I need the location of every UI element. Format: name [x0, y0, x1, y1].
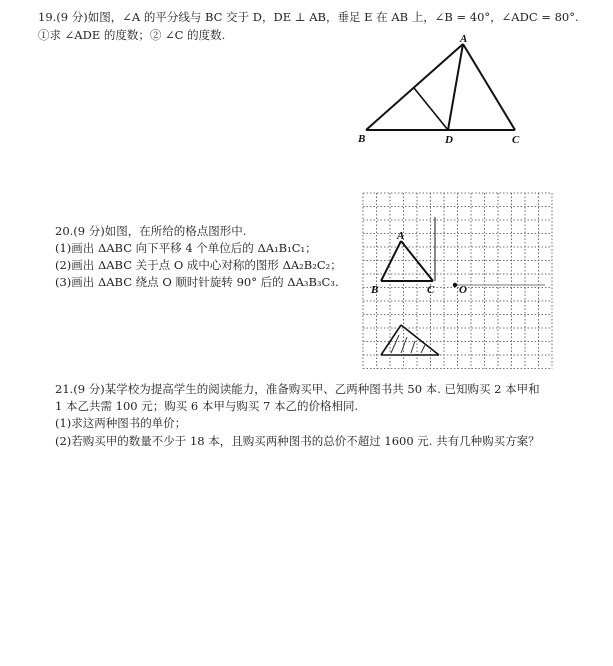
- q19-triangle-figure: [350, 32, 540, 147]
- label-d: D: [445, 134, 453, 146]
- q20-line-3: (2)画出 ΔABC 关于点 O 成中心对称的图形 ΔA₂B₂C₂；: [55, 258, 342, 272]
- q21-line-2: 1 本乙共需 100 元；购买 6 本甲与购买 7 本乙的价格相同.: [55, 399, 359, 413]
- grid-label-b: B: [371, 284, 379, 296]
- q20-line-4: (3)画出 ΔABC 绕点 O 顺时针旋转 90° 后的 ΔA₃B₃C₃.: [55, 275, 339, 289]
- q21-line-1: 21.(9 分)某学校为提高学生的阅读能力，准备购买甲、乙两种图书共 50 本. 已知购买 2 本甲和: [55, 382, 540, 396]
- label-c: C: [512, 134, 520, 146]
- point-o-mark: [453, 283, 457, 287]
- q19-line-1: 19.(9 分)如图，∠A 的平分线与 BC 交于 D，DE ⊥ AB，垂足 E 在 AB 上，∠B = 40°，∠ADC = 80°.: [38, 10, 579, 24]
- q21-line-3: (1)求这两种图书的单价；: [55, 416, 187, 430]
- q21-line-4: (2)若购买甲的数量不少于 18 本，且购买两种图书的总价不超过 1600 元. 共有几种购买方案？: [55, 434, 540, 448]
- grid-label-o: O: [459, 284, 467, 296]
- q19-line-2: ①求 ∠ADE 的度数；② ∠C 的度数.: [38, 28, 226, 42]
- grid-label-a: A: [397, 230, 405, 242]
- sketch-hatch-2: [401, 337, 407, 353]
- label-b: B: [358, 133, 366, 145]
- q20-grid-figure: [355, 185, 555, 375]
- grid-label-c: C: [427, 284, 435, 296]
- sketch-hatch-3: [411, 341, 415, 353]
- q20-line-1: 20.(9 分)如图，在所给的格点图形中.: [55, 224, 247, 238]
- bisector-ad: [448, 44, 463, 130]
- label-a: A: [460, 33, 468, 45]
- perpendicular-de: [414, 88, 448, 130]
- sketch-triangle-side-1: [381, 325, 401, 355]
- side-ac: [463, 44, 515, 130]
- q20-line-2: (1)画出 ΔABC 向下平移 4 个单位后的 ΔA₁B₁C₁；: [55, 241, 317, 255]
- side-ab: [366, 44, 463, 130]
- sketch-triangle-side-2: [401, 325, 439, 355]
- sketch-hatch-4: [421, 345, 425, 353]
